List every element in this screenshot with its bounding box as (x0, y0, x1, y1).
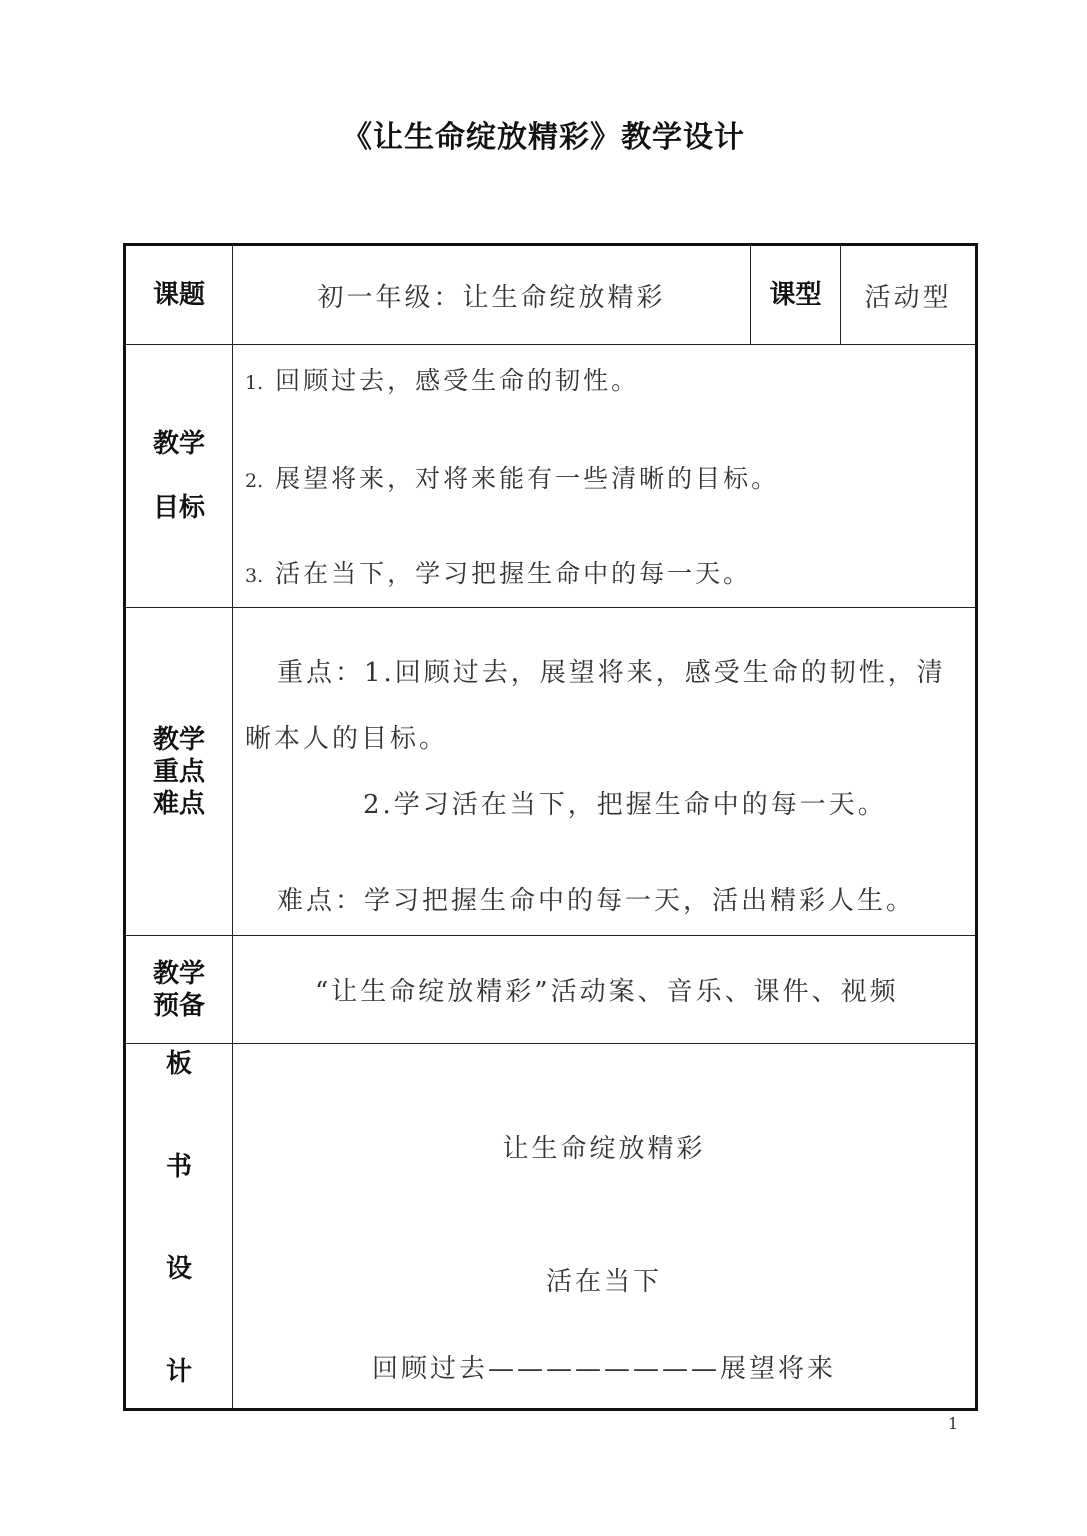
key-points-content (233, 608, 977, 936)
focus-line-2: 晰本人的目标。 (245, 724, 449, 754)
board-line-1: 让生命绽放精彩 (502, 1134, 706, 1164)
board-label-char: 计 (165, 1356, 192, 1387)
objectives-label-line1: 教学 (152, 429, 205, 459)
objective-number: 1. (245, 372, 264, 394)
board-content (233, 1044, 977, 1410)
key-points-label (125, 608, 233, 936)
row-preparation (125, 936, 977, 1044)
objectives-content (233, 345, 977, 608)
board-line-2: 活在当下 (545, 1267, 662, 1297)
type-value: 活动型 (841, 245, 977, 345)
objective-item (233, 345, 975, 417)
focus-line-3: 2.学习活在当下，把握生命中的每一天。 (363, 790, 887, 820)
preparation-label-line2: 预备 (152, 990, 205, 1021)
row-board (125, 1044, 977, 1410)
board-line-3: 回顾过去————————展望将来 (371, 1354, 836, 1384)
board-label-char: 设 (165, 1254, 192, 1284)
objectives-label (125, 345, 233, 608)
row-topic (125, 245, 977, 345)
key-points-label-line1: 教学 (152, 724, 205, 755)
objective-item (233, 541, 975, 607)
objectives-label-line2: 目标 (152, 493, 205, 523)
key-points-label-line3: 难点 (152, 788, 205, 819)
preparation-label-line1: 教学 (152, 958, 205, 989)
page-number: 1 (948, 1414, 959, 1433)
objective-text: 活在当下，学习把握生命中的每一天。 (275, 559, 752, 588)
difficulty-line: 难点：学习把握生命中的每一天，活出精彩人生。 (277, 886, 916, 916)
focus-line-1: 重点：1.回顾过去，展望将来，感受生命的韧性，清 (277, 658, 946, 688)
topic-value: 初一年级：让生命绽放精彩 (233, 245, 751, 345)
row-objectives (125, 345, 977, 608)
preparation-value: “让生命绽放精彩”活动案、音乐、课件、视频 (233, 936, 977, 1044)
objective-text: 回顾过去，感受生命的韧性。 (275, 366, 640, 395)
objective-number: 2. (245, 470, 264, 492)
type-label: 课型 (751, 245, 841, 345)
objective-number: 3. (245, 565, 264, 587)
row-key-points (125, 608, 977, 936)
key-points-label-line2: 重点 (152, 756, 205, 787)
board-label (125, 1044, 233, 1410)
board-label-char: 书 (165, 1151, 192, 1182)
preparation-label (125, 936, 233, 1044)
document-title: 《让生命绽放精彩》教学设计 (342, 120, 745, 155)
objective-text: 展望将来，对将来能有一些清晰的目标。 (275, 464, 780, 493)
topic-label: 课题 (125, 245, 233, 345)
board-label-char: 板 (165, 1049, 192, 1079)
objective-item (233, 417, 975, 541)
lesson-plan-table (123, 243, 978, 1411)
